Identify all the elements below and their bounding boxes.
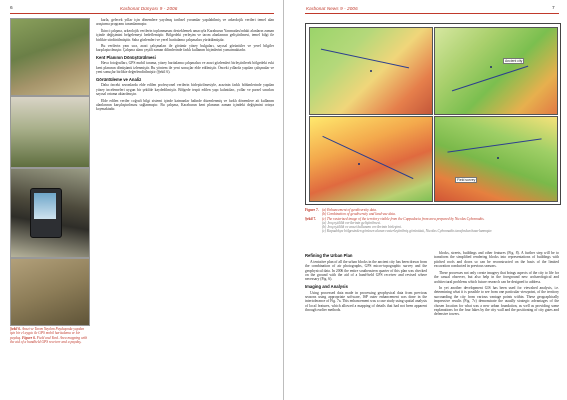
map-feature-line: [321, 49, 409, 68]
photo-surveyor: [10, 258, 90, 326]
section-heading: Kent Planının Dönüştürülmesi: [96, 54, 156, 60]
caption-item-tr: (b) Jeoçeşitlilik ve arazi kullanımı verilerinin birleşimi.: [322, 225, 402, 230]
map-site-marker: [497, 157, 499, 159]
map-label: Field survey: [457, 178, 476, 182]
caption-item: (a) Enhancement of geodiversity data.: [322, 208, 377, 212]
header-rule: [10, 13, 274, 14]
caption-label: Şekil 6.: [10, 327, 21, 331]
map-panel-a: [309, 27, 433, 115]
caption-item: (c) The rasterized image of the territory visible from the Cappadocia from area prepared by Nicolas Cybonnakis.: [322, 216, 485, 221]
map-site-marker: [370, 70, 372, 72]
paragraph: karla, gelecek yıllar için dönemlere yayılmış tarihsel yorumlar yapılabilmiş ve arkeolojik verileri temel alan araştırma programı tanımlanmıştır.: [96, 18, 274, 27]
caption-item-tr: (a) Jeoçeşitlilik verilerinin geliştirilmesi.: [322, 220, 381, 225]
figure-7-caption: [305, 208, 559, 234]
map-panel-c: [309, 116, 433, 202]
map-site-marker: [358, 163, 360, 165]
figure-6-caption: [10, 327, 88, 344]
map-feature-line: [452, 66, 528, 91]
paragraph: Using processed data made in processing geophysical data from previous seasons using appropriate software, ISP outer enhancement was done in the intertolerance of Fig. 7a. This enhancement was a case study using spatial analysis of local features, which allowed a mapping of details that had not been apparent through earlier methods.: [305, 290, 427, 313]
paragraph: Bu verilerin yanı sıra, arazi çalışmaları ile görünür yüzey bulguları, sayısal görüntüler ve yerel bilgiler karşılaştırılmıştır. Çalışma alanı çeşitli zaman dilimlerinde farklı kullanım biçimlerini yansıtmaktadır.: [96, 43, 274, 53]
map-site-marker: [490, 66, 492, 68]
photo-field-survey: [10, 96, 90, 168]
paragraph: A tentative plan of all the urban blocks in the ancient city has been drawn from the combination of air photographs, GPS micro-topographic survey and the geophysical data. In 2006 the entire southeastern quarter of this plan was checked on the ground with the aid of a hand-held GPS receiver and revised where necessary (Fig. 6).: [305, 259, 427, 282]
right-column-2: [434, 251, 559, 319]
right-column-1: [305, 251, 427, 315]
paragraph: Elde edilen veriler coğrafi bilgi sistemi içinde katmanlar halinde düzenlenmiş ve farklı dönemlere ait kullanım alanlarının karşılaştırılması sağlanmıştır. Bu çalışma, Karaburun kent planının zaman içindeki değişimini ortaya koymaktadır.: [96, 98, 274, 112]
caption-label-en: Figure 6.: [22, 335, 36, 340]
left-page: [0, 0, 283, 400]
map-panel-b: [434, 27, 558, 115]
section-heading: Refining the Urban Plan: [305, 253, 353, 258]
left-column-text: [96, 18, 274, 114]
gps-screen: [34, 193, 56, 219]
map-feature-line: [323, 136, 414, 179]
paragraph: These processes not only create imagery that brings aspects of the city to life for the casual observer, but also help in the foreground new archaeological and architectural problems which future research can be designed to address.: [434, 270, 559, 284]
paragraph: Daha önceki sezonlarda elde edilen profesyonel verilerin birleştirilmesiyle, arazinin farklı bölümlerinde yapılan yüzey incelemeleri uygun bir şekilde kaydedilmiştir. Bölgede tespit edilen yapı kalıntıları, yollar ve parsel sınırları sayısal ortama aktarılmıştır.: [96, 83, 274, 97]
paragraph: İkinci çalışma, arkeolojik verilerin toplanmasını desteklemek amacıyla Karaburun Yarımadası'ndaki alanların zaman içinde değişimini belgelemeyi hedeflemiştir. Bölgedeki yerleşim ve tarım alanlarının geliştirilmesi, temel bilgi ile birlikte sürdürülmüştür. Saha gözlemleri ve yerel haritalama çalışmaları yürütülmüştür.: [96, 28, 274, 42]
page-number: 6: [10, 6, 13, 11]
caption-label-tr: Şekil 7.: [305, 216, 317, 221]
caption-item-tr: (c) Kapadokya bölgesinden görünen alanın rasterleştirilmiş görüntüsü, Nicolas Cybonnakis tarafından hazırlanmıştır.: [322, 229, 493, 234]
right-page: [284, 0, 567, 400]
caption-text-en: Field and Yard. Area mapping with the aid of a handheld GPS receiver and a paydaş.: [10, 335, 88, 344]
map-label: Ancient city: [505, 59, 523, 63]
caption-text-tr: Arazi ve Tarım Yayılım Paydaşında yapılan işin bir el aygıtı ile GPS mobil haritalama ve bir paydaş.: [10, 327, 85, 340]
paragraph: In yet another development GIS has been used for viewshed analysis, i.e. determining what it is possible to see from one particular viewpoint, of the territory surrounding the city from various vantage points within. These geographically impressive results (Fig. 7c) demonstrate the usually strategic advantages of the chosen location for what was a new urban foundation, as well as providing some explanations for the four lakes by the city wall and the positioning of city gates and defensive towers.: [434, 285, 559, 317]
running-header: Karbonat Dünyası 9 - 2006: [120, 6, 178, 11]
figure-7-maps: [305, 23, 561, 205]
caption-label: Figure 7.: [305, 208, 319, 212]
section-heading: Görüntüleme ve Analiz: [96, 76, 142, 82]
header-rule: [305, 13, 559, 14]
map-feature-line: [447, 138, 541, 152]
caption-item: (b) Combination of geodiversity and land-use data.: [322, 212, 396, 217]
page-number: 7: [552, 6, 555, 11]
running-header: Karbonat News 9 - 2006: [306, 6, 358, 11]
paragraph: Hava fotoğrafları, GPS mobil tarama, yüzey haritalama çalışmaları ve arazi gözlemleri birleştirilerek bölgedeki eski kent planının dönüşümü izlenmiştir. Bu yöntem ile yeni sonuçlar elde edilmiştir. Önceki yıllarda yapılan çalışmalar ve yeni sonuçlar birlikte değerlendirilmiştir (Şekil 6).: [96, 61, 274, 75]
paragraph: blocks, streets, buildings and other features (Fig. 8). A further step will be to transform the simplified rendering blocks into representations of buildings with pitched roofs and doors so can be reconstructed on the basis of the limited excavation conducted in previous seasons.: [434, 251, 559, 269]
map-panel-d: [434, 116, 558, 202]
section-heading: Imaging and Analysis: [305, 283, 348, 289]
photo-landscape: [10, 18, 90, 96]
